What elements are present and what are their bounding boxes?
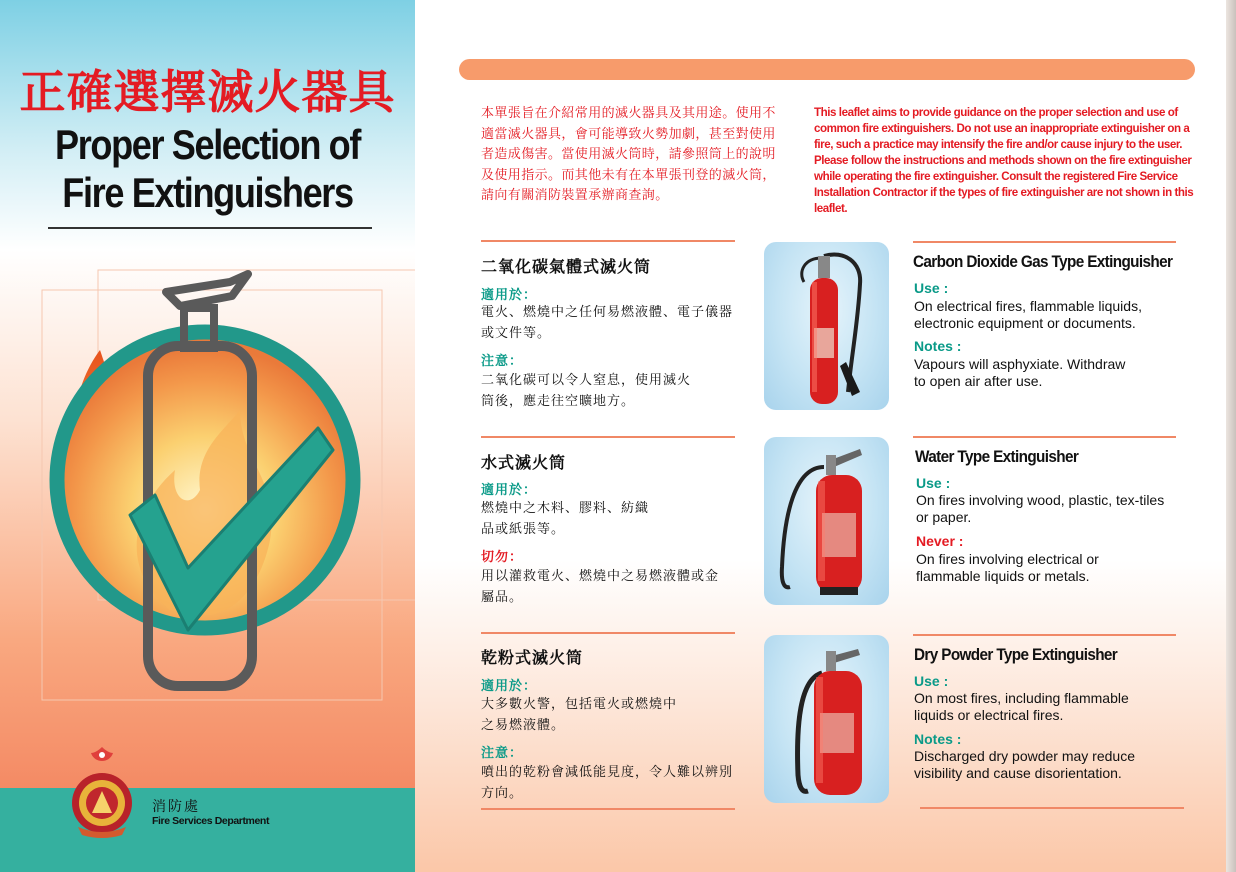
powder-title-en: Dry Powder Type Extinguisher <box>914 645 1118 664</box>
water-extinguisher-icon <box>764 437 889 605</box>
powder-use-text-zh: 大多數火警，包括電火或燃燒中之易燃液體。 <box>481 697 678 733</box>
water-use-text-zh: 燃燒中之木料、膠料、紡織品或紙張等。 <box>481 501 650 537</box>
section-divider <box>481 436 735 438</box>
powder-use-label-zh: 適用於： <box>481 679 538 694</box>
intro-text-en: This leaflet aims to provide guidance on the proper selection and use of common fire extinguishers. Do not use an inappropriate extinguisher on a fire, such a practice may intensify the fire and/or cause injury to the user. Please follow the instructions and methods shown on the fire extinguisher while operating the fire extinguisher. Consult the registered Fire Service Installation Contractor if the types of fire extinguisher are not shown in this leaflet. <box>814 106 1194 215</box>
extinguisher-check-illustration <box>0 250 415 720</box>
co2-notes-label-zh: 注意： <box>481 354 524 369</box>
powder-extinguisher-photo <box>764 635 889 803</box>
co2-use-text-zh: 電火、燃燒中之任何易燃液體、電子儀器或文件等。 <box>481 305 734 341</box>
co2-use-text-en: On electrical fires, flammable liquids, electronic equipment or documents. <box>914 298 1142 331</box>
section-divider <box>481 632 735 634</box>
intro-text-zh: 本單張旨在介紹常用的滅火器具及其用途。使用不適當滅火器具，會可能導致火勢加劇，甚至對使用者造成傷害。當使用滅火筒時，請參照筒上的說明及使用指示。而其他未有在本單張刊登的滅火筒，請向有關消防裝置承辦商查詢。 <box>481 106 776 203</box>
co2-notes-label-en: Notes : <box>914 338 962 354</box>
powder-title-zh: 乾粉式滅火筒 <box>481 648 584 667</box>
powder-notes-label-en: Notes : <box>914 731 962 747</box>
department-name-zh: 消防處 <box>152 799 200 815</box>
section-divider <box>913 241 1176 243</box>
section-divider <box>913 436 1176 438</box>
co2-use-label-en: Use : <box>914 280 949 296</box>
footer-band <box>0 788 415 872</box>
cover-title-en-line1: Proper Selection of <box>54 121 361 168</box>
co2-title-en: Carbon Dioxide Gas Type Extinguisher <box>913 252 1173 271</box>
title-divider <box>48 227 372 229</box>
water-title-en: Water Type Extinguisher <box>915 447 1079 466</box>
section-divider <box>913 634 1176 636</box>
co2-extinguisher-photo <box>764 242 889 410</box>
water-use-text-en: On fires involving wood, plastic, tex-tiles or paper. <box>916 492 1165 525</box>
header-bar <box>459 59 1195 80</box>
water-extinguisher-photo <box>764 437 889 605</box>
water-title-zh: 水式滅火筒 <box>481 453 567 472</box>
water-never-label-zh: 切勿： <box>481 550 524 565</box>
page-edge <box>1226 0 1236 872</box>
water-never-label-en: Never : <box>916 533 964 549</box>
fire-services-emblem-icon <box>64 741 140 841</box>
cover-title-zh: 正確選擇滅火器具 <box>19 65 396 119</box>
cover-title-en-line2: Fire Extinguishers <box>62 169 353 216</box>
water-use-label-en: Use : <box>916 475 951 491</box>
water-use-label-zh: 適用於： <box>481 483 538 498</box>
water-never-text-zh: 用以灌救電火、燃燒中之易燃液體或金屬品。 <box>481 569 720 605</box>
powder-notes-label-zh: 注意： <box>481 746 524 761</box>
section-divider <box>481 808 735 810</box>
co2-extinguisher-icon <box>764 242 889 410</box>
powder-notes-text-zh: 噴出的乾粉會減低能見度，令人難以辨別方向。 <box>481 765 734 801</box>
section-divider <box>920 807 1184 809</box>
co2-title-zh: 二氧化碳氣體式滅火筒 <box>481 257 652 276</box>
co2-notes-text-en: Vapours will asphyxiate. Withdraw to open air after use. <box>914 356 1126 389</box>
powder-use-text-en: On most fires, including flammable liquids or electrical fires. <box>914 690 1129 723</box>
powder-use-label-en: Use : <box>914 673 949 689</box>
department-name-en: Fire Services Department <box>152 815 270 827</box>
co2-notes-text-zh: 二氧化碳可以令人窒息，使用滅火筒後，應走往空曠地方。 <box>481 373 692 409</box>
water-never-text-en: On fires involving electrical or flammable liquids or metals. <box>916 551 1099 584</box>
co2-use-label-zh: 適用於： <box>481 288 538 303</box>
powder-notes-text-en: Discharged dry powder may reduce visibility and cause disorientation. <box>914 748 1135 781</box>
section-divider <box>481 240 735 242</box>
powder-extinguisher-icon <box>764 635 889 803</box>
cover-panel <box>0 0 415 872</box>
